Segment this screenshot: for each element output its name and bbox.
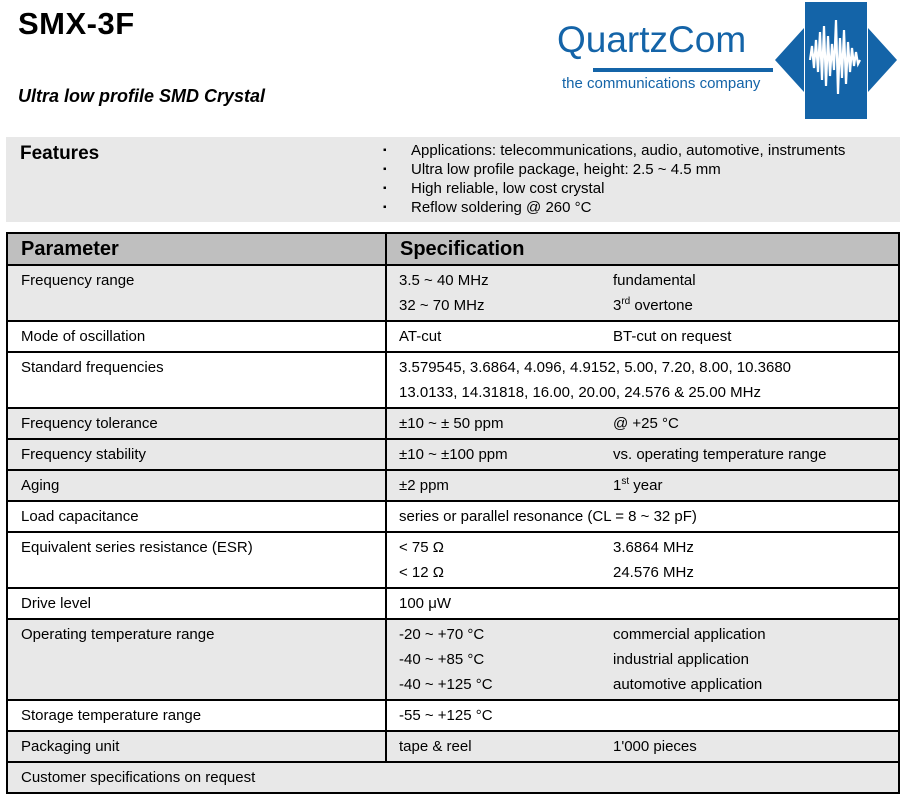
spec-note: 3rd overtone	[613, 296, 693, 314]
spec-line: series or parallel resonance (CL = 8 ~ 32 pF)	[399, 508, 697, 525]
table-row	[7, 731, 899, 762]
table-row	[7, 408, 899, 439]
column-header-parameter: Parameter	[7, 233, 386, 265]
row-specification	[386, 321, 899, 352]
table-row	[7, 700, 899, 731]
spec-note: commercial application	[613, 626, 766, 643]
column-header-specification: Specification	[386, 233, 899, 265]
row-specification	[386, 588, 899, 619]
row-parameter: Operating temperature range	[7, 619, 386, 700]
table-row	[7, 265, 899, 321]
spec-value: < 12 Ω	[399, 564, 444, 581]
row-parameter: Frequency tolerance	[7, 408, 386, 439]
features-heading: Features	[20, 143, 100, 164]
feature-text: Applications: telecommunications, audio, automotive, instruments	[411, 142, 846, 159]
logo-underline	[593, 68, 773, 72]
row-parameter: Storage temperature range	[7, 700, 386, 731]
spec-value: 100 μW	[399, 595, 451, 612]
row-parameter: Mode of oscillation	[7, 321, 386, 352]
table-row	[7, 501, 899, 532]
spec-line	[399, 591, 898, 616]
row-parameter: Equivalent series resistance (ESR)	[7, 532, 386, 588]
spec-line: 3.579545, 3.6864, 4.096, 4.9152, 5.00, 7.20, 8.00, 10.3680	[399, 359, 792, 376]
spec-value: ±10 ~ ±100 ppm	[399, 446, 508, 463]
row-specification	[386, 619, 899, 700]
table-header-row	[7, 233, 899, 265]
table-row	[7, 619, 899, 700]
spec-line	[399, 411, 898, 436]
spec-note: BT-cut on request	[613, 328, 732, 345]
table-row	[7, 352, 899, 408]
row-specification	[386, 700, 899, 731]
row-parameter: Load capacitance	[7, 501, 386, 532]
quartzcom-logo	[555, 0, 903, 124]
spec-value: -40 ~ +125 °C	[399, 676, 493, 693]
table-row	[7, 532, 899, 588]
spec-line: 13.0133, 14.31818, 16.00, 20.00, 24.576 & 25.00 MHz	[399, 384, 761, 401]
spec-note: 1'000 pieces	[613, 738, 697, 755]
spec-table	[6, 232, 900, 794]
spec-note	[613, 703, 898, 728]
feature-item	[374, 179, 845, 198]
row-specification	[386, 532, 899, 588]
spec-value: 32 ~ 70 MHz	[399, 297, 485, 314]
spec-line	[399, 622, 898, 647]
row-specification	[386, 731, 899, 762]
square-bullet-icon: ▪	[383, 145, 387, 156]
row-specification	[386, 265, 899, 321]
row-specification	[386, 408, 899, 439]
feature-text: Ultra low profile package, height: 2.5 ~ 4.5 mm	[411, 161, 721, 178]
spec-value: < 75 Ω	[399, 539, 444, 556]
spec-value: ±10 ~ ± 50 ppm	[399, 415, 504, 432]
feature-item	[374, 141, 845, 160]
spec-value: ±2 ppm	[399, 477, 449, 494]
spec-note	[613, 591, 898, 616]
spec-note: fundamental	[613, 272, 696, 289]
table-row	[7, 439, 899, 470]
spec-line	[399, 293, 898, 318]
spec-value: -40 ~ +85 °C	[399, 651, 485, 668]
feature-text: High reliable, low cost crystal	[411, 180, 605, 197]
spec-line	[399, 703, 898, 728]
spec-line	[399, 442, 898, 467]
product-title: SMX-3F	[18, 6, 135, 41]
spec-note: industrial application	[613, 651, 749, 668]
row-specification	[386, 352, 899, 408]
spec-line	[399, 535, 898, 560]
row-specification	[386, 470, 899, 501]
spec-line	[399, 268, 898, 293]
spec-note: @ +25 °C	[613, 415, 679, 432]
crystal-waveform-icon	[774, 2, 901, 120]
spec-value: AT-cut	[399, 328, 442, 345]
spec-note: 3.6864 MHz	[613, 539, 694, 556]
row-specification	[386, 501, 899, 532]
row-parameter: Drive level	[7, 588, 386, 619]
row-parameter: Standard frequencies	[7, 352, 386, 408]
spec-note: 1st year	[613, 476, 663, 494]
spec-note: 24.576 MHz	[613, 564, 694, 581]
features-section	[6, 137, 900, 222]
row-parameter: Frequency range	[7, 265, 386, 321]
feature-item	[374, 160, 845, 179]
row-parameter: Frequency stability	[7, 439, 386, 470]
product-subtitle: Ultra low profile SMD Crystal	[18, 86, 266, 106]
feature-item	[374, 198, 845, 217]
row-parameter: Customer specifications on request	[7, 762, 899, 793]
square-bullet-icon: ▪	[383, 164, 387, 175]
row-specification	[386, 439, 899, 470]
spec-line	[399, 324, 898, 349]
feature-text: Reflow soldering @ 260 °C	[411, 199, 592, 216]
spec-note: automotive application	[613, 676, 763, 693]
table-row	[7, 470, 899, 501]
logo-wordmark: QuartzCom	[557, 19, 747, 60]
spec-line	[399, 672, 898, 697]
table-row	[7, 321, 899, 352]
square-bullet-icon: ▪	[383, 202, 387, 213]
spec-line	[399, 473, 898, 498]
spec-value: -55 ~ +125 °C	[399, 707, 493, 724]
spec-note: vs. operating temperature range	[613, 446, 827, 463]
spec-line	[399, 734, 898, 759]
spec-value: -20 ~ +70 °C	[399, 626, 485, 643]
spec-line	[399, 560, 898, 585]
row-parameter: Aging	[7, 470, 386, 501]
table-row	[7, 588, 899, 619]
features-list	[374, 141, 845, 217]
row-parameter: Packaging unit	[7, 731, 386, 762]
square-bullet-icon: ▪	[383, 183, 387, 194]
spec-value: 3.5 ~ 40 MHz	[399, 272, 489, 289]
spec-line	[399, 647, 898, 672]
logo-tagline: the communications company	[562, 75, 761, 92]
spec-value: tape & reel	[399, 738, 472, 755]
